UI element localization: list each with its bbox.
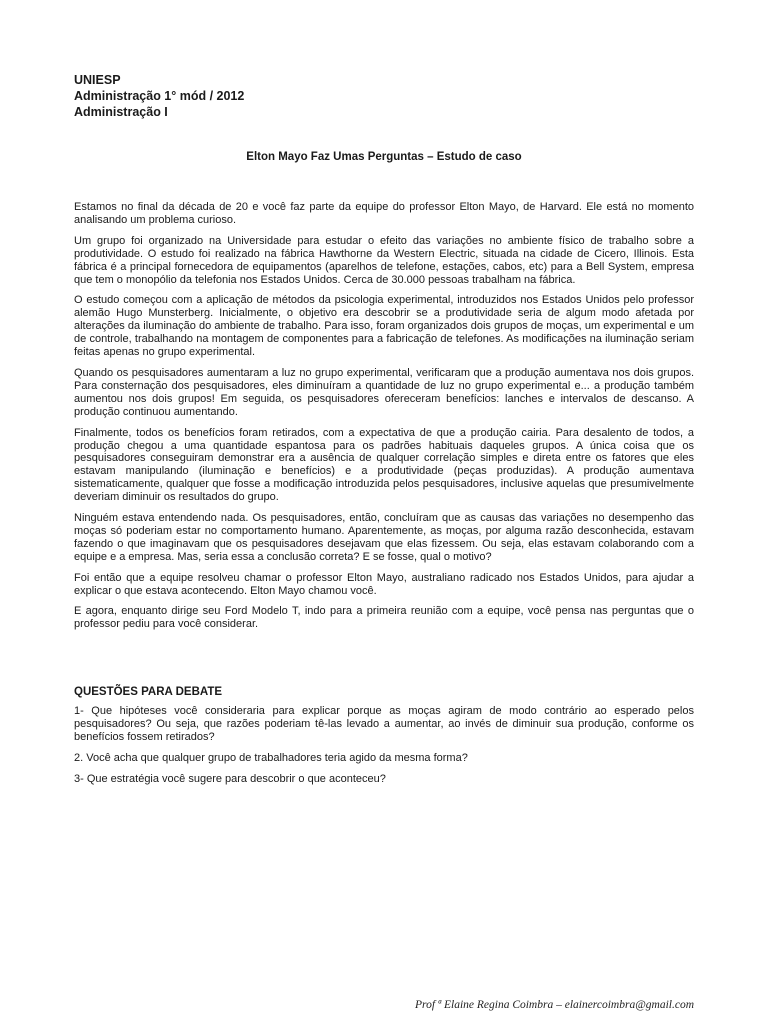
question-item: 2. Você acha que qualquer grupo de trabalhadores teria agido da mesma forma? bbox=[74, 751, 468, 764]
paragraph: Um grupo foi organizado na Universidade para estudar o efeito das variações no ambiente físico de trabalho sobre a produtividade. O estudo foi realizado na fábrica Hawthorne da Western Electric, situada na cidade de Cicero, Illinois. Esta fábrica é a principal fornecedora de equipamentos (aparelhos de telefone, estações, cabos, etc) para a Bell System, empresa que tem o monopólio da telefonia nos Estados Unidos. Cerca de 30.000 pessoas trabalham na fábrica. bbox=[74, 234, 694, 286]
paragraph: Finalmente, todos os benefícios foram retirados, com a expectativa de que a produção cairia. Para desalento de todos, a produção chegou a uma quantidade espantosa para os padrões habituais daqueles grupos. A única coisa que os pesquisadores conseguiram demonstrar era a ausência de qualquer correlação simples e direta entre os fatores que eles estavam manipulando (iluminação e benefícios) e a produtividade (peças produzidas). A produção aumentava sistematicamente, qualquer que fosse a modificação introduzida pelos pesquisadores, inclusive aquelas que presumivelmente deveriam diminuir os resultados do grupo. bbox=[74, 426, 694, 504]
course-subject: Administração I bbox=[74, 105, 168, 119]
case-study-body bbox=[74, 201, 694, 639]
paragraph: O estudo começou com a aplicação de métodos da psicologia experimental, introduzidos nos Estados Unidos pelo professor alemão Hugo Munsterberg. Inicialmente, o objetivo era descobrir se a produtividade seria de algum modo afetada por alterações da iluminação do ambiente de trabalho. Para isso, foram organizados dois grupos de moças, um experimental e um de controle, trabalhando na montagem de componentes para a fabricação de telefones. As modificações na iluminação seriam feitas apenas no grupo experimental. bbox=[74, 294, 694, 359]
paragraph: Ninguém estava entendendo nada. Os pesquisadores, então, concluíram que as causas das variações no desempenho das moças só poderiam estar no comportamento humano. Aparentemente, as moças, por alguma razão desconhecida, estavam fazendo o que imaginavam que os pesquisadores desejavam que elas fizessem. Ou seja, elas estavam colaborando com a equipe e a empresa. Mas, seria essa a conclusão correta? E se fosse, qual o motivo? bbox=[74, 512, 694, 563]
course-module: Administração 1° mód / 2012 bbox=[74, 89, 245, 103]
paragraph: Foi então que a equipe resolveu chamar o professor Elton Mayo, australiano radicado nos Estados Unidos, para ajudar a explicar o que estava acontecendo. Elton Mayo chamou você. bbox=[74, 571, 694, 597]
paragraph: Estamos no final da década de 20 e você faz parte da equipe do professor Elton Mayo, de Harvard. Ele está no momento analisando um problema curioso. bbox=[74, 201, 694, 226]
author-footer: Prof ª Elaine Regina Coimbra – elainercoimbra@gmail.com bbox=[415, 999, 694, 1011]
paragraph: E agora, enquanto dirige seu Ford Modelo T, indo para a primeira reunião com a equipe, você pensa nas perguntas que o professor pediu para você considerar. bbox=[74, 605, 694, 631]
paragraph: Quando os pesquisadores aumentaram a luz no grupo experimental, verificaram que a produção aumentava nos dois grupos. Para consternação dos pesquisadores, eles diminuíram a quantidade de luz no grupo experimental e... a produção também aumentou nos dois grupos! Em seguida, os pesquisadores ofereceram benefícios: lanches e intervalos de descanso. A produção continuou aumentando. bbox=[74, 366, 694, 418]
question-item: 3- Que estratégia você sugere para descobrir o que aconteceu? bbox=[74, 772, 386, 785]
case-study-title: Elton Mayo Faz Umas Perguntas – Estudo de caso bbox=[246, 151, 522, 163]
questions-list bbox=[74, 705, 694, 794]
question-item: 1- Que hipóteses você consideraria para explicar porque as moças agiram de modo contrário ao esperado pelos pesquisadores? Ou seja, que razões poderiam tê-las levado a aumentar, ao invés de diminuir sua produção, conforme os benefícios fossem retirados? bbox=[74, 705, 694, 743]
document-header bbox=[74, 72, 244, 120]
institution-name: UNIESP bbox=[74, 73, 121, 87]
questions-heading: QUESTÕES PARA DEBATE bbox=[74, 686, 223, 698]
